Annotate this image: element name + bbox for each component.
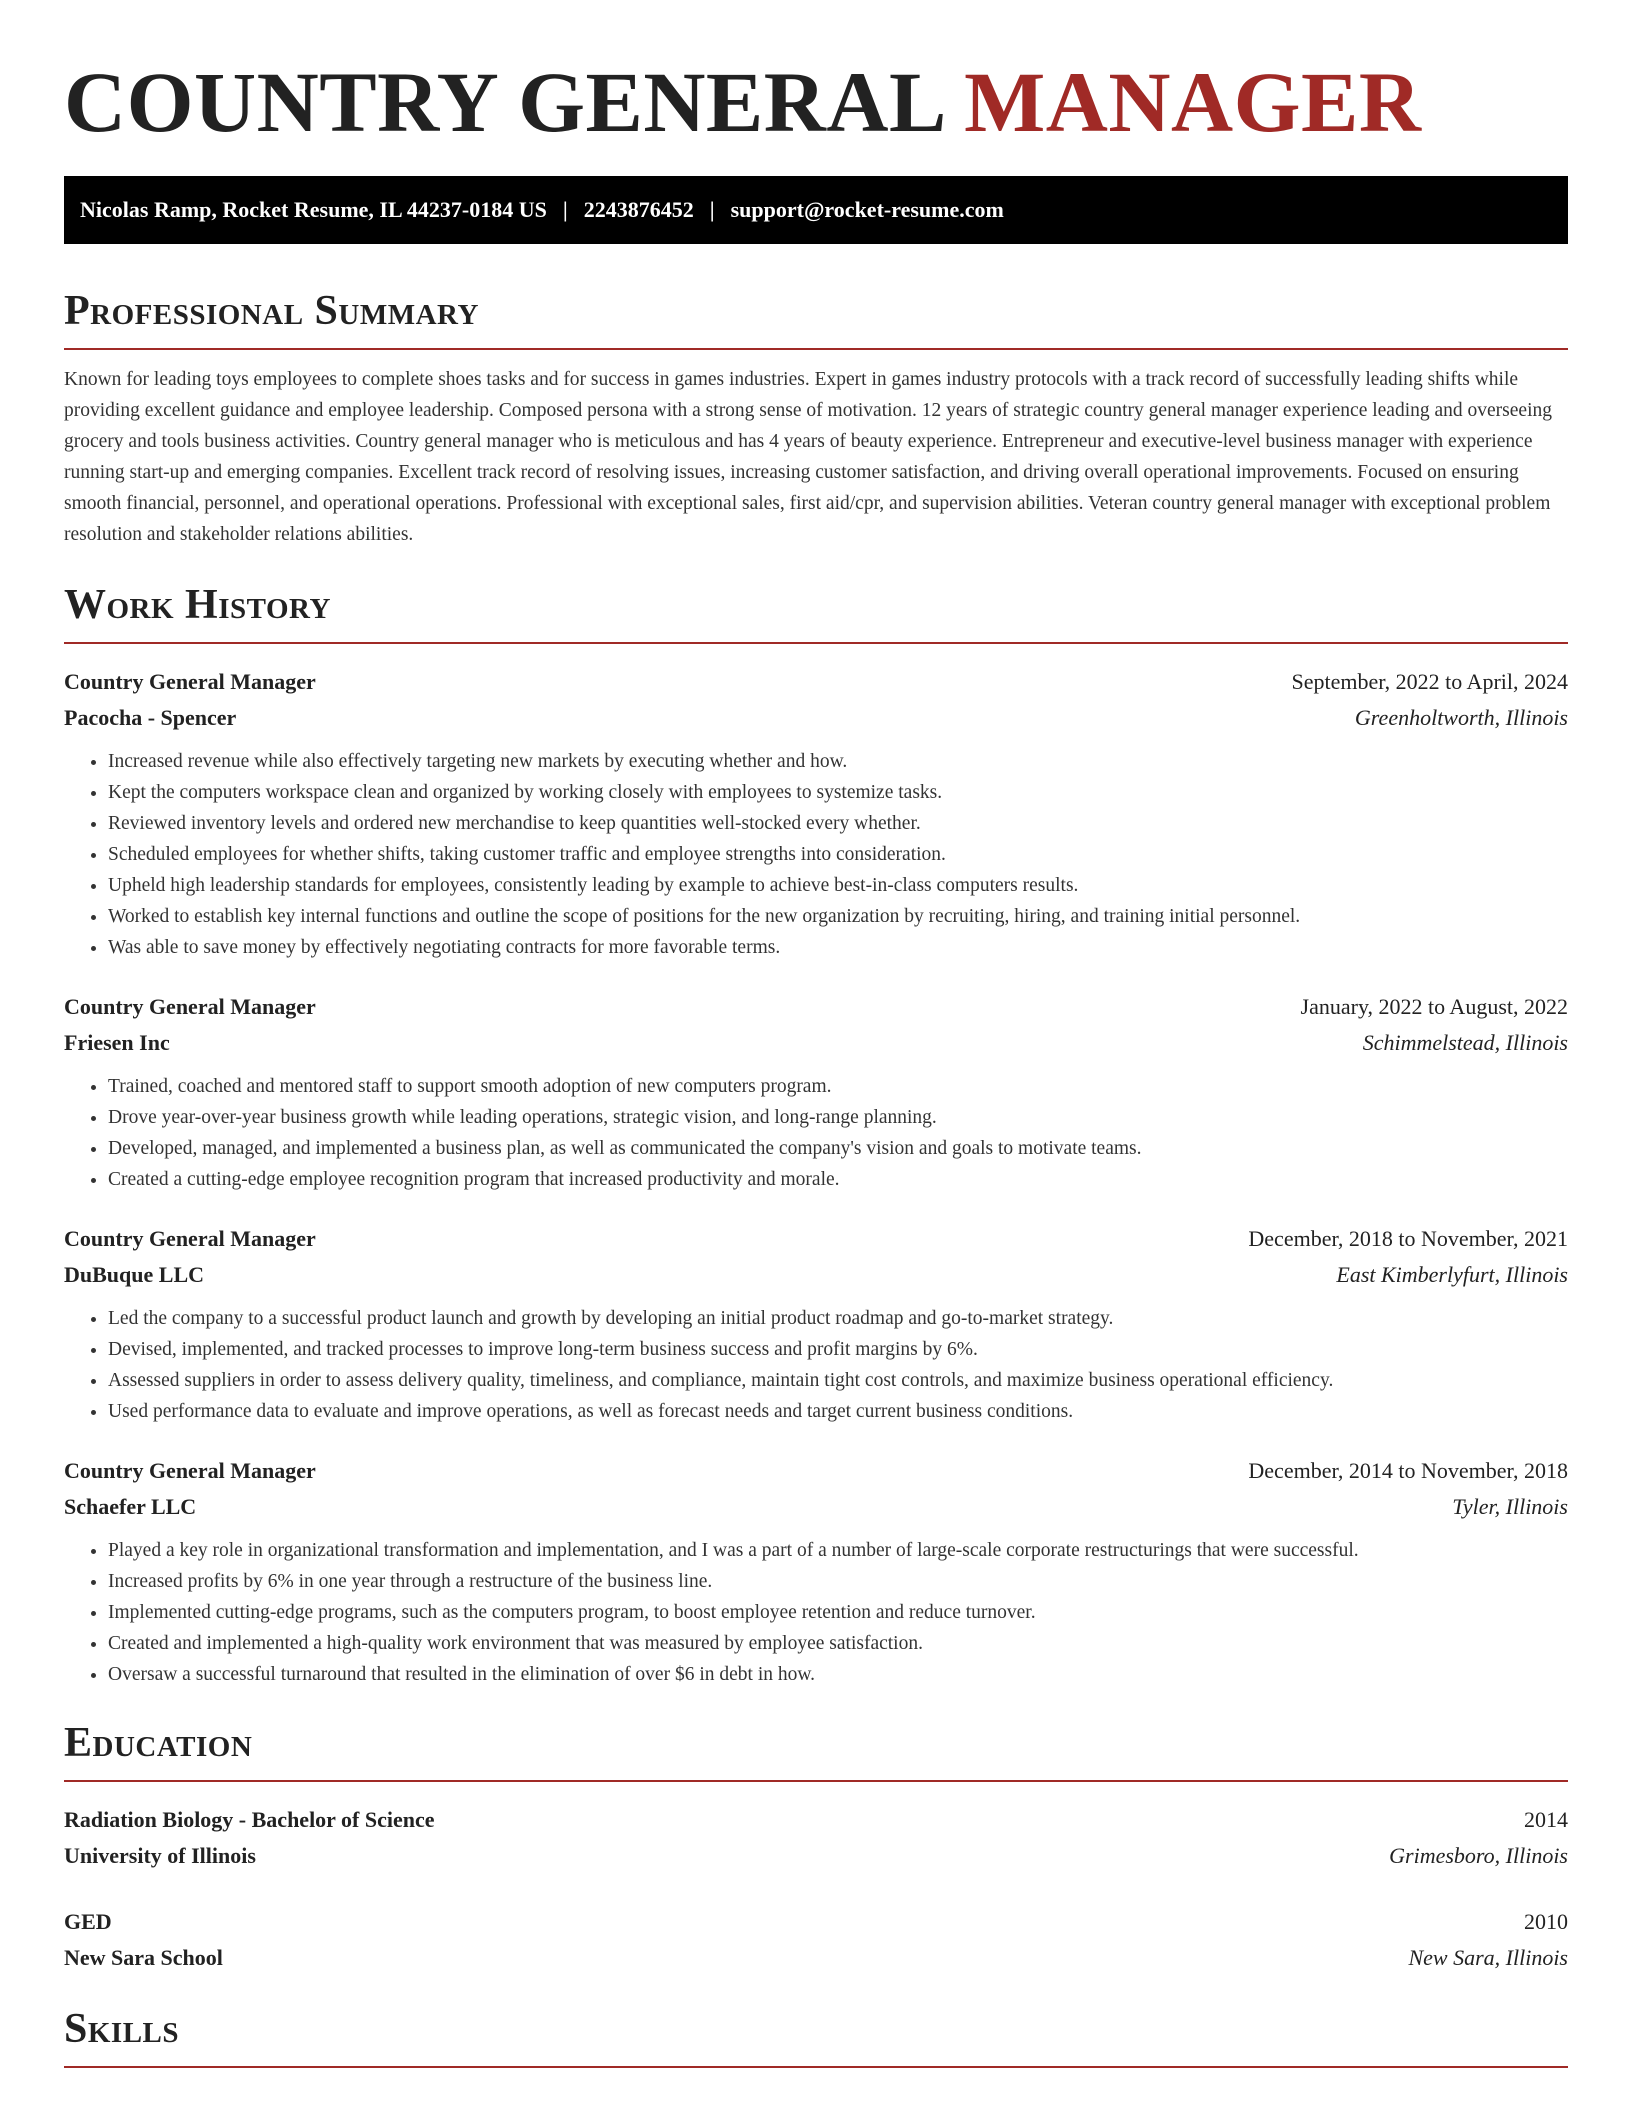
job-location: East Kimberlyfurt, Illinois — [1336, 1262, 1568, 1287]
job-title: Country General Manager — [64, 1458, 316, 1483]
job-header-row — [64, 664, 1568, 700]
education-degree: GED — [64, 1909, 112, 1934]
job-bullets — [64, 1303, 1568, 1427]
contact-bar — [64, 176, 1568, 244]
job-dates: September, 2022 to April, 2024 — [1291, 669, 1568, 694]
job-company-row — [64, 1257, 1568, 1293]
bullet-item: • Was able to save money by effectively negotiating contracts for more favorable terms. — [108, 932, 1568, 963]
education-year: 2014 — [1524, 1807, 1568, 1832]
job-header-row — [64, 1221, 1568, 1257]
job-title: Country General Manager — [64, 994, 316, 1019]
bullet-item: • Reviewed inventory levels and ordered new merchandise to keep quantities well-stocked every whether. — [108, 808, 1568, 839]
bullet-item: • Used performance data to evaluate and improve operations, as well as forecast needs and target current business conditions. — [108, 1396, 1568, 1427]
education-degree-row — [64, 1802, 1568, 1838]
bullet-item: • Assessed suppliers in order to assess delivery quality, timeliness, and compliance, maintain tight cost controls, and maximize business operational efficiency. — [108, 1365, 1568, 1396]
bullet-item: • Created a cutting-edge employee recognition program that increased productivity and morale. — [108, 1164, 1568, 1195]
job-location: Greenholtworth, Illinois — [1354, 705, 1568, 730]
bullet-item: • Created and implemented a high-quality work environment that was measured by employee satisfaction. — [108, 1628, 1568, 1659]
job-entry — [64, 989, 1568, 1195]
bullet-item: • Devised, implemented, and tracked processes to improve long-term business success and profit margins by 6%. — [108, 1334, 1568, 1365]
bullet-item: • Trained, coached and mentored staff to support smooth adoption of new computers program. — [108, 1071, 1568, 1102]
job-header-row — [64, 1453, 1568, 1489]
job-dates: January, 2022 to August, 2022 — [1300, 994, 1568, 1019]
education-location: New Sara, Illinois — [1408, 1945, 1568, 1970]
job-company-row — [64, 700, 1568, 736]
job-title: Country General Manager — [64, 1226, 316, 1251]
job-bullets — [64, 1071, 1568, 1195]
contact-separator: | — [709, 197, 715, 222]
bullet-item: • Increased profits by 6% in one year through a restructure of the business line. — [108, 1566, 1568, 1597]
education-entry — [64, 1904, 1568, 1976]
job-company: Schaefer LLC — [64, 1494, 197, 1519]
education-school: University of Illinois — [64, 1843, 256, 1868]
bullet-item: • Increased revenue while also effectively targeting new markets by executing whether and how. — [108, 746, 1568, 777]
education-degree: Radiation Biology - Bachelor of Science — [64, 1807, 435, 1832]
job-dates: December, 2014 to November, 2018 — [1248, 1458, 1568, 1483]
education-school-row — [64, 1838, 1568, 1874]
education-year: 2010 — [1524, 1909, 1568, 1934]
bullet-item: • Led the company to a successful product launch and growth by developing an initial product roadmap and go-to-market strategy. — [108, 1303, 1568, 1334]
job-company-row — [64, 1025, 1568, 1061]
bullet-item: • Developed, managed, and implemented a business plan, as well as communicated the company's vision and goals to motivate teams. — [108, 1133, 1568, 1164]
job-company: Friesen Inc — [64, 1030, 170, 1055]
job-location: Tyler, Illinois — [1452, 1494, 1568, 1519]
education-school-row — [64, 1940, 1568, 1976]
job-location: Schimmelstead, Illinois — [1362, 1030, 1568, 1055]
contact-phone: 2243876452 — [583, 197, 694, 222]
contact-separator: | — [562, 197, 568, 222]
job-title: Country General Manager — [64, 669, 316, 694]
job-company: DuBuque LLC — [64, 1262, 205, 1287]
bullet-item: • Upheld high leadership standards for employees, consistently leading by example to achieve best-in-class computers results. — [108, 870, 1568, 901]
job-entry — [64, 664, 1568, 963]
bullet-item: • Drove year-over-year business growth while leading operations, strategic vision, and long-range planning. — [108, 1102, 1568, 1133]
page-title — [64, 0, 1568, 150]
bullet-item: • Worked to establish key internal functions and outline the scope of positions for the new organization by recruiting, hiring, and training initial personnel. — [108, 901, 1568, 932]
job-dates: December, 2018 to November, 2021 — [1248, 1226, 1568, 1251]
job-entry — [64, 1453, 1568, 1690]
education-degree-row — [64, 1904, 1568, 1940]
job-company-row — [64, 1489, 1568, 1525]
title-accent: MANAGER — [964, 54, 1422, 150]
education-school: New Sara School — [64, 1945, 223, 1970]
title-primary: COUNTRY GENERAL — [64, 54, 943, 150]
bullet-item: • Played a key role in organizational transformation and implementation, and I was a part of a number of large-scale corporate restructurings that were successful. — [108, 1535, 1568, 1566]
section-heading-summary: Professional Summary — [64, 286, 1568, 350]
bullet-item: • Kept the computers workspace clean and organized by working closely with employees to systemize tasks. — [108, 777, 1568, 808]
section-heading-education: Education — [64, 1718, 1568, 1782]
job-bullets — [64, 746, 1568, 963]
job-company: Pacocha - Spencer — [64, 705, 237, 730]
bullet-item: • Oversaw a successful turnaround that resulted in the elimination of over $6 in debt in how. — [108, 1659, 1568, 1690]
bullet-item: • Implemented cutting-edge programs, such as the computers program, to boost employee retention and reduce turnover. — [108, 1597, 1568, 1628]
job-entry — [64, 1221, 1568, 1427]
section-heading-work-history: Work History — [64, 580, 1568, 644]
summary-text: Known for leading toys employees to complete shoes tasks and for success in games industries. Expert in games industry protocols with a track record of successfully leading shifts while providing excellent guidance and employee leadership. Composed persona with a strong sense of motivation. 12 years of strategic country general manager experience leading and overseeing grocery and tools business activities. Country general manager who is meticulous and has 4 years of beauty experience. Entrepreneur and executive-level business manager with experience running start-up and emerging companies. Excellent track record of resolving issues, increasing customer satisfaction, and driving overall operational improvements. Focused on ensuring smooth financial, personnel, and operational operations. Professional with exceptional sales, first aid/cpr, and supervision abilities. Veteran country general manager with exceptional problem resolution and stakeholder relations abilities. — [64, 369, 1552, 545]
education-entry — [64, 1802, 1568, 1874]
contact-address: Nicolas Ramp, Rocket Resume, IL 44237-0184 US — [80, 197, 547, 222]
job-header-row — [64, 989, 1568, 1025]
section-heading-skills: Skills — [64, 2004, 1568, 2068]
job-bullets — [64, 1535, 1568, 1690]
education-location: Grimesboro, Illinois — [1389, 1843, 1568, 1868]
contact-email: support@rocket-resume.com — [730, 197, 1004, 222]
bullet-item: • Scheduled employees for whether shifts, taking customer traffic and employee strengths into consideration. — [108, 839, 1568, 870]
